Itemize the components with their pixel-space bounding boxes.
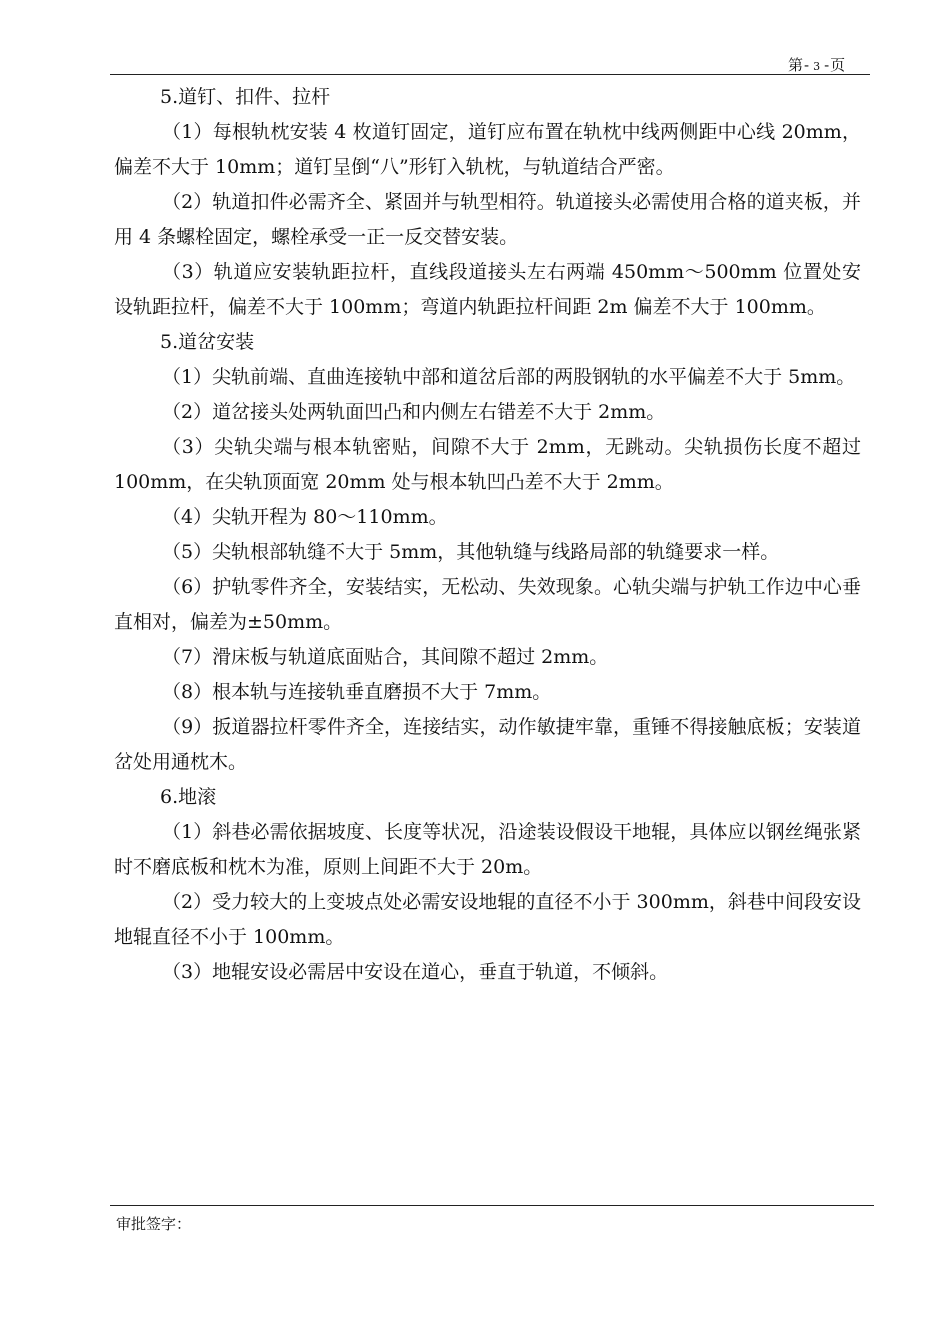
section-heading-ground-rollers: 6.地滚 <box>160 786 217 808</box>
page-number-value: 3 <box>813 60 822 73</box>
paragraph-item: （5）尖轨根部轨缝不大于 5mm，其他轨缝与线路局部的轨缝要求一样。 <box>162 541 780 563</box>
header-divider <box>110 74 870 75</box>
paragraph-item: （4）尖轨开程为 80～110mm。 <box>162 506 448 528</box>
document-body <box>114 80 861 990</box>
approval-signature-label: 审批签字： <box>116 1215 192 1233</box>
paragraph-item: （3）尖轨尖端与根本轨密贴，间隙不大于 2mm，无跳动。尖轨损伤长度不超过 100mm，在尖轨顶面宽 20mm 处与根本轨凹凸差不大于 2mm。 <box>114 436 861 493</box>
paragraph-item: （1）每根轨枕安装 4 枚道钉固定，道钉应布置在轨枕中线两侧距中心线 20mm，偏差不大于 10mm；道钉呈倒“八”形钉入轨枕，与轨道结合严密。 <box>114 121 861 178</box>
page-number-prefix: 第- <box>788 56 811 74</box>
paragraph-item: （1）斜巷必需依据坡度、长度等状况，沿途装设假设干地辊，具体应以钢丝绳张紧时不磨底板和枕木为准，原则上间距不大于 20m。 <box>114 821 861 878</box>
paragraph-item: （7）滑床板与轨道底面贴合，其间隙不超过 2mm。 <box>162 646 609 668</box>
section-heading-turnout: 5.道岔安装 <box>160 331 255 353</box>
paragraph-item: （1）尖轨前端、直曲连接轨中部和道岔后部的两股钢轨的水平偏差不大于 5mm。 <box>162 366 856 388</box>
paragraph-item: （9）扳道器拉杆零件齐全，连接结实，动作敏捷牢靠，重锤不得接触底板；安装道岔处用通枕木。 <box>114 716 861 773</box>
paragraph-item: （6）护轨零件齐全，安装结实，无松动、失效现象。心轨尖端与护轨工作边中心垂直相对，偏差为±50mm。 <box>114 576 861 633</box>
section-heading-nails-fasteners: 5.道钉、扣件、拉杆 <box>160 86 331 108</box>
paragraph-item: （2）受力较大的上变坡点处必需安设地辊的直径不小于 300mm，斜巷中间段安设地辊直径不小于 100mm。 <box>114 891 861 948</box>
paragraph-item: （2）轨道扣件必需齐全、紧固并与轨型相符。轨道接头必需使用合格的道夹板，并用 4 条螺栓固定，螺栓承受一正一反交替安装。 <box>114 191 861 248</box>
paragraph-item: （2）道岔接头处两轨面凹凸和内侧左右错差不大于 2mm。 <box>162 401 666 423</box>
page-number <box>788 54 846 75</box>
paragraph-item: （3）地辊安设必需居中安设在道心，垂直于轨道，不倾斜。 <box>162 961 669 983</box>
footer-divider <box>110 1205 874 1206</box>
paragraph-item: （8）根本轨与连接轨垂直磨损不大于 7mm。 <box>162 681 552 703</box>
paragraph-item: （3）轨道应安装轨距拉杆，直线段道接头左右两端 450mm～500mm 位置处安设轨距拉杆，偏差不大于 100mm；弯道内轨距拉杆间距 2m 偏差不大于 100mm。 <box>114 261 861 318</box>
page-number-suffix: -页 <box>824 56 847 74</box>
